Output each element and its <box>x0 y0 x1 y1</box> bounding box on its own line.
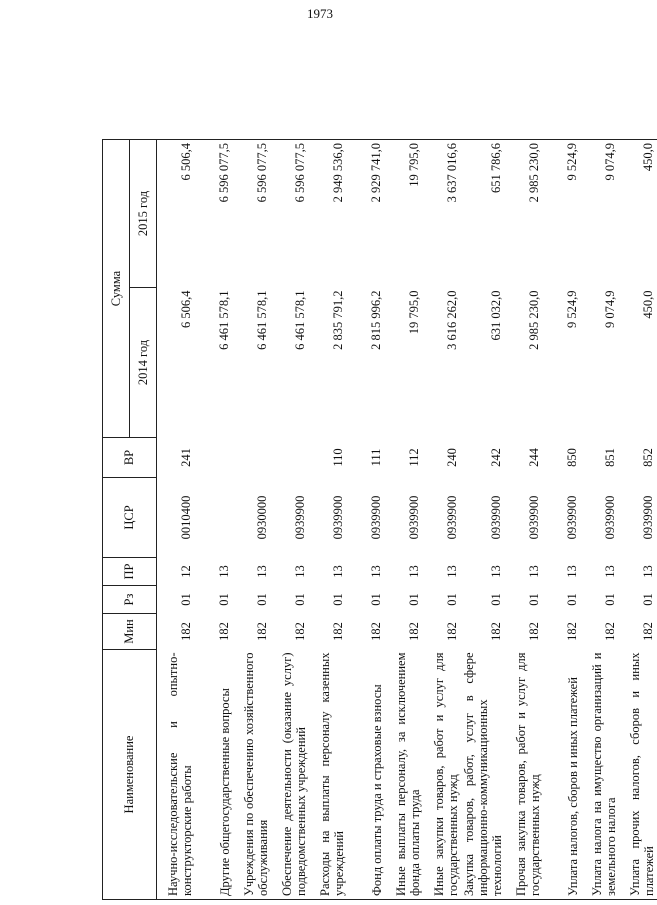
row-vr: 851 <box>602 448 617 467</box>
row-min: 182 <box>526 622 541 641</box>
row-vr: 112 <box>406 448 421 467</box>
table-row <box>233 140 271 900</box>
row-vr: 110 <box>330 448 345 467</box>
row-sum-2015: 9 524,9 <box>543 140 581 288</box>
row-pr: 13 <box>526 565 541 578</box>
row-rz: 01 <box>526 593 541 606</box>
row-name: Учреждения по обеспечению хозяйственного обслуживания <box>233 650 271 900</box>
row-csr: 0939900 <box>406 495 421 540</box>
row-vr <box>233 438 271 478</box>
row-min: 182 <box>640 622 655 641</box>
header-2014: 2014 год <box>130 288 157 438</box>
row-name: Уплата прочих налогов, сборов и иных платежей <box>619 650 657 900</box>
row-vr: 240 <box>444 448 459 467</box>
budget-table <box>102 139 657 900</box>
row-vr <box>195 438 233 478</box>
header-2015: 2015 год <box>130 140 157 288</box>
row-vr: 242 <box>488 448 503 467</box>
row-min: 182 <box>330 622 345 641</box>
row-rz: 01 <box>292 593 307 606</box>
row-sum-2014: 450,0 <box>640 290 655 319</box>
row-vr: 111 <box>368 448 383 467</box>
row-rz: 01 <box>330 593 345 606</box>
table-row <box>271 140 309 900</box>
row-sum-2014: 631 032,0 <box>488 290 503 341</box>
row-rz: 01 <box>564 593 579 606</box>
row-sum-2014: 6 461 578,1 <box>216 290 231 350</box>
row-min: 182 <box>216 622 231 641</box>
table-row <box>347 140 385 900</box>
row-min: 182 <box>292 622 307 641</box>
row-rz: 01 <box>178 593 193 606</box>
row-name: Научно-исследовательские и опытно-конструкторские работы <box>157 650 195 900</box>
row-sum-2015: 3 637 016,6 <box>423 140 461 288</box>
table-row <box>619 140 657 900</box>
row-sum-2015: 9 074,9 <box>581 140 619 288</box>
row-vr: 244 <box>526 448 541 467</box>
table-body <box>157 140 657 900</box>
header-pr: ПР <box>103 558 157 586</box>
row-sum-2014: 6 461 578,1 <box>254 290 269 350</box>
row-name: Прочая закупка товаров, работ и услуг для государственных нужд <box>505 650 543 900</box>
header-sum: Сумма <box>103 140 130 438</box>
header-min: Мин <box>103 614 157 650</box>
row-name: Обеспечение деятельности (оказание услуг) подведомственных учреждений <box>271 650 309 900</box>
row-pr: 13 <box>640 565 655 578</box>
row-pr: 13 <box>602 565 617 578</box>
row-vr <box>271 438 309 478</box>
row-rz: 01 <box>444 593 459 606</box>
row-csr: 0939900 <box>640 495 655 540</box>
row-name: Уплата налога на имущество организаций и земельного налога <box>581 650 619 900</box>
table-row <box>195 140 233 900</box>
row-csr: 0930000 <box>254 495 269 540</box>
row-pr: 13 <box>254 565 269 578</box>
row-sum-2014: 6 461 578,1 <box>292 290 307 350</box>
row-min: 182 <box>444 622 459 641</box>
row-sum-2014: 3 616 262,0 <box>444 290 459 350</box>
row-sum-2014: 2 815 996,2 <box>368 290 383 350</box>
row-csr: 0939900 <box>368 495 383 540</box>
row-min: 182 <box>602 622 617 641</box>
page-number: 1973 <box>307 6 333 21</box>
table-row <box>505 140 543 900</box>
row-pr: 13 <box>444 565 459 578</box>
row-sum-2014: 2 985 230,0 <box>526 290 541 350</box>
table-row <box>461 140 505 900</box>
table-row <box>385 140 423 900</box>
row-vr: 850 <box>564 448 579 467</box>
row-rz: 01 <box>488 593 503 606</box>
row-pr: 13 <box>368 565 383 578</box>
row-name: Уплата налогов, сборов и иных платежей <box>543 650 581 900</box>
row-csr: 0939900 <box>488 495 503 540</box>
row-sum-2014: 9 074,9 <box>602 290 617 328</box>
row-sum-2014: 9 524,9 <box>564 290 579 328</box>
row-min: 182 <box>368 622 383 641</box>
row-name: Расходы на выплаты персоналу казенных учреждений <box>309 650 347 900</box>
table-row <box>157 140 195 900</box>
row-csr: 0939900 <box>602 495 617 540</box>
row-csr: 0010400 <box>178 495 193 540</box>
row-pr: 12 <box>178 565 193 578</box>
header-csr: ЦСР <box>103 478 157 558</box>
row-sum-2015: 19 795,0 <box>385 140 423 288</box>
row-pr: 13 <box>564 565 579 578</box>
header-vr: ВР <box>103 438 157 478</box>
table-row <box>581 140 619 900</box>
header-rz: Рз <box>103 586 157 614</box>
row-name: Закупка товаров, работ, услуг в сфере информационно-коммуникационных технологий <box>461 650 505 900</box>
row-sum-2015: 450,0 <box>619 140 657 288</box>
row-csr: 0939900 <box>292 495 307 540</box>
row-name: Другие общегосударственные вопросы <box>195 650 233 900</box>
row-csr: 0939900 <box>564 495 579 540</box>
row-csr <box>195 478 233 558</box>
row-sum-2015: 2 929 741,0 <box>347 140 385 288</box>
row-pr: 13 <box>330 565 345 578</box>
row-pr: 13 <box>216 565 231 578</box>
row-min: 182 <box>406 622 421 641</box>
row-sum-2015: 651 786,6 <box>461 140 505 288</box>
row-min: 182 <box>488 622 503 641</box>
row-sum-2014: 2 835 791,2 <box>330 290 345 350</box>
row-csr: 0939900 <box>444 495 459 540</box>
row-rz: 01 <box>216 593 231 606</box>
row-min: 182 <box>178 622 193 641</box>
table-row <box>423 140 461 900</box>
table-row <box>309 140 347 900</box>
row-pr: 13 <box>488 565 503 578</box>
header-name: Наименование <box>103 650 157 900</box>
row-sum-2015: 6 596 077,5 <box>271 140 309 288</box>
row-vr: 852 <box>640 448 655 467</box>
row-sum-2014: 6 506,4 <box>178 290 193 328</box>
row-min: 182 <box>564 622 579 641</box>
table-row <box>543 140 581 900</box>
row-rz: 01 <box>368 593 383 606</box>
row-pr: 13 <box>292 565 307 578</box>
row-sum-2015: 6 506,4 <box>157 140 195 288</box>
row-csr: 0939900 <box>526 495 541 540</box>
row-name: Иные закупки товаров, работ и услуг для государственных нужд <box>423 650 461 900</box>
row-sum-2015: 6 596 077,5 <box>233 140 271 288</box>
row-rz: 01 <box>406 593 421 606</box>
row-sum-2015: 6 596 077,5 <box>195 140 233 288</box>
row-name: Фонд оплаты труда и страховые взносы <box>347 650 385 900</box>
row-rz: 01 <box>640 593 655 606</box>
row-sum-2014: 19 795,0 <box>406 290 421 335</box>
row-sum-2015: 2 985 230,0 <box>505 140 543 288</box>
row-rz: 01 <box>602 593 617 606</box>
budget-table-sheet <box>102 140 656 900</box>
row-vr: 241 <box>178 448 193 467</box>
row-csr: 0939900 <box>330 495 345 540</box>
row-sum-2015: 2 949 536,0 <box>309 140 347 288</box>
row-name: Иные выплаты персоналу, за исключением фонда оплаты труда <box>385 650 423 900</box>
row-pr: 13 <box>406 565 421 578</box>
row-rz: 01 <box>254 593 269 606</box>
row-min: 182 <box>254 622 269 641</box>
